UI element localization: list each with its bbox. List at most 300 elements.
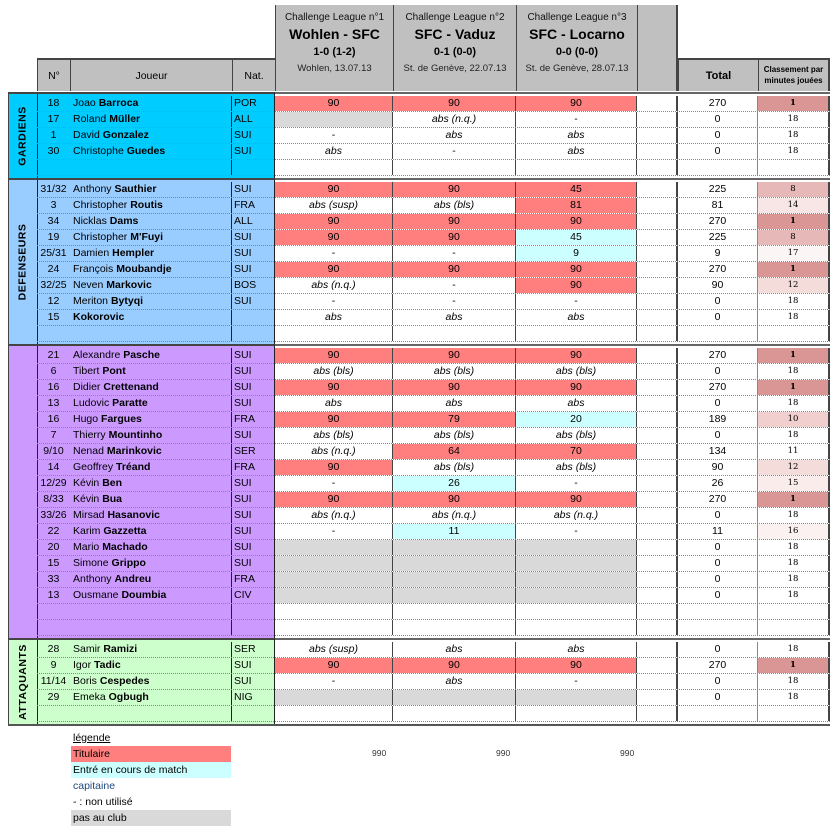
match-1-minutes: 90	[275, 96, 393, 111]
total-minutes: 11	[678, 524, 758, 539]
player-number: 33/26	[40, 509, 67, 521]
blank-column	[637, 182, 678, 197]
match-2-minutes: abs (bls)	[393, 198, 516, 213]
match-2-minutes: 79	[393, 412, 516, 427]
player-number: 7	[50, 429, 57, 441]
player-nationality: FRA	[232, 198, 275, 213]
table-row	[37, 144, 830, 160]
match-3-minutes: abs	[516, 396, 637, 411]
player-name	[70, 428, 232, 443]
table-row	[37, 556, 830, 572]
empty-cell	[758, 620, 830, 635]
total-minutes: 0	[678, 690, 758, 705]
table-row	[37, 380, 830, 396]
ranking-value: 17	[758, 246, 830, 261]
match-1-minutes: -	[275, 294, 393, 309]
player-name	[70, 476, 232, 491]
blank-column	[637, 674, 678, 689]
empty-cell	[758, 160, 830, 175]
player-number: 19	[47, 231, 60, 243]
table-row	[37, 540, 830, 556]
player-last-name: Gazzetta	[103, 525, 147, 537]
player-nationality: SUI	[232, 540, 275, 555]
match-1-minutes: abs (susp)	[275, 198, 393, 213]
empty-cell	[37, 620, 70, 635]
blank-column	[637, 524, 678, 539]
player-nationality: FRA	[232, 572, 275, 587]
player-nationality: SUI	[232, 556, 275, 571]
match-place-date: Wohlen, 13.07.13	[297, 63, 372, 74]
ranking-value: 18	[758, 508, 830, 523]
table-row	[37, 492, 830, 508]
empty-cell	[70, 620, 232, 635]
ranking-value: 18	[758, 112, 830, 127]
table-row	[37, 96, 830, 112]
empty-row	[37, 620, 830, 636]
player-name	[70, 214, 232, 229]
blank-column	[637, 540, 678, 555]
match-1-minutes	[275, 588, 393, 603]
match-1-minutes: -	[275, 128, 393, 143]
player-last-name: Andreu	[114, 573, 152, 585]
empty-cell	[637, 160, 678, 175]
match-2-minutes: 90	[393, 348, 516, 363]
player-number: 29	[47, 691, 60, 703]
player-first-name: Kévin	[73, 477, 100, 489]
player-last-name: Hasanovic	[107, 509, 160, 521]
total-minutes: 90	[678, 278, 758, 293]
match-3-minutes	[516, 540, 637, 555]
match-1-minutes: abs	[275, 144, 393, 159]
total-minutes: 90	[678, 460, 758, 475]
group-divider	[275, 344, 830, 346]
player-nationality: SUI	[232, 262, 275, 277]
match-total-minutes: 990	[372, 748, 387, 758]
player-last-name: Mountinho	[108, 429, 163, 441]
match-2-minutes: 90	[393, 96, 516, 111]
legend-item-titulaire: Titulaire	[71, 746, 231, 762]
group-divider	[275, 92, 830, 94]
player-last-name: Bytyqi	[110, 295, 144, 307]
empty-cell	[232, 620, 275, 635]
player-last-name: Dams	[109, 215, 139, 227]
total-minutes: 0	[678, 112, 758, 127]
match-place-date: St. de Genève, 28.07.13	[525, 63, 629, 74]
empty-cell	[393, 604, 516, 619]
player-number: 12	[47, 295, 60, 307]
group-label	[8, 640, 38, 724]
player-last-name: Moubandje	[116, 263, 172, 275]
match-1-minutes: -	[275, 674, 393, 689]
player-name	[70, 364, 232, 379]
total-minutes: 9	[678, 246, 758, 261]
match-2-minutes: abs (bls)	[393, 364, 516, 379]
match-2-minutes	[393, 690, 516, 705]
player-nationality: SUI	[232, 230, 275, 245]
match-1-minutes	[275, 540, 393, 555]
player-first-name: Igor	[73, 659, 92, 671]
player-number: 16	[47, 413, 60, 425]
match-3-minutes: 45	[516, 182, 637, 197]
match-score: 0-0 (0-0)	[555, 46, 599, 58]
ranking-value: 18	[758, 144, 830, 159]
match-3-minutes: abs (bls)	[516, 364, 637, 379]
empty-cell	[232, 604, 275, 619]
ranking-value: 18	[758, 294, 830, 309]
player-nationality	[232, 310, 275, 325]
legend-title: légende	[73, 732, 111, 744]
match-score: 0-1 (0-0)	[433, 46, 477, 58]
player-number: 25/31	[40, 247, 67, 259]
player-number: 15	[47, 311, 60, 323]
player-name	[70, 412, 232, 427]
match-3-minutes: 45	[516, 230, 637, 245]
total-minutes: 0	[678, 540, 758, 555]
player-name	[70, 460, 232, 475]
ranking-value: 18	[758, 572, 830, 587]
empty-row	[37, 326, 830, 342]
player-nationality: ALL	[232, 112, 275, 127]
ranking-value: 12	[758, 278, 830, 293]
match-1-minutes: abs (n.q.)	[275, 444, 393, 459]
group-label-text: ATTAQUANTS	[16, 644, 29, 720]
player-number: 31/32	[40, 183, 67, 195]
match-2-minutes: -	[393, 294, 516, 309]
match-1-minutes: -	[275, 246, 393, 261]
empty-cell	[637, 620, 678, 635]
match-2-minutes: 90	[393, 262, 516, 277]
player-last-name: Markovic	[106, 279, 152, 291]
ranking-value: 1	[758, 348, 830, 363]
ranking-value: 18	[758, 690, 830, 705]
match-2-minutes: abs (bls)	[393, 460, 516, 475]
player-number: 30	[47, 145, 60, 157]
total-minutes: 0	[678, 294, 758, 309]
match-1-minutes: 90	[275, 380, 393, 395]
match-3-minutes	[516, 556, 637, 571]
player-name	[70, 182, 232, 197]
player-last-name: Grippo	[111, 557, 146, 569]
empty-cell	[37, 706, 70, 721]
blank-column	[637, 144, 678, 159]
player-first-name: Geoffrey	[73, 461, 114, 473]
player-name	[70, 588, 232, 603]
player-name	[70, 310, 232, 325]
match-competition: Challenge League n°2	[405, 12, 505, 23]
legend-item-remplacant: Entré en cours de match	[71, 762, 231, 778]
match-2-minutes	[393, 540, 516, 555]
ranking-value: 1	[758, 262, 830, 277]
ranking-value: 12	[758, 460, 830, 475]
empty-cell	[516, 620, 637, 635]
total-minutes: 0	[678, 642, 758, 657]
empty-cell	[758, 706, 830, 721]
match-1-minutes: abs (susp)	[275, 642, 393, 657]
match-1-minutes: 90	[275, 262, 393, 277]
empty-cell	[393, 706, 516, 721]
player-nationality: SER	[232, 444, 275, 459]
total-minutes: 270	[678, 96, 758, 111]
total-minutes: 0	[678, 508, 758, 523]
player-nationality: SUI	[232, 294, 275, 309]
player-first-name: Thierry	[73, 429, 106, 441]
ranking-value: 18	[758, 642, 830, 657]
empty-cell	[678, 160, 758, 175]
player-last-name: Paratte	[112, 397, 148, 409]
player-number: 13	[47, 589, 60, 601]
match-1-minutes: 90	[275, 492, 393, 507]
player-number: 18	[47, 97, 60, 109]
player-first-name: Ludovic	[73, 397, 110, 409]
total-minutes: 0	[678, 144, 758, 159]
player-name	[70, 380, 232, 395]
blank-column	[637, 588, 678, 603]
ranking-value: 1	[758, 380, 830, 395]
match-header-3	[516, 5, 637, 91]
match-3-minutes: 90	[516, 214, 637, 229]
total-minutes: 225	[678, 230, 758, 245]
empty-cell	[232, 160, 275, 175]
empty-cell	[37, 160, 70, 175]
match-1-minutes: -	[275, 476, 393, 491]
blank-column	[637, 96, 678, 111]
match-header-blank	[637, 5, 678, 91]
match-3-minutes	[516, 690, 637, 705]
match-3-minutes: -	[516, 524, 637, 539]
ranking-value: 8	[758, 230, 830, 245]
player-first-name: Christopher	[73, 231, 128, 243]
empty-cell	[516, 326, 637, 341]
ranking-value: 18	[758, 674, 830, 689]
match-2-minutes: 64	[393, 444, 516, 459]
total-minutes: 0	[678, 310, 758, 325]
player-nationality: ALL	[232, 214, 275, 229]
empty-cell	[70, 604, 232, 619]
match-3-minutes: 90	[516, 278, 637, 293]
empty-cell	[70, 706, 232, 721]
player-name	[70, 144, 232, 159]
player-first-name: Nenad	[73, 445, 104, 457]
total-minutes: 26	[678, 476, 758, 491]
table-bottom-border	[8, 724, 830, 726]
group-label	[8, 94, 38, 178]
player-nationality: SUI	[232, 524, 275, 539]
blank-column	[637, 112, 678, 127]
empty-cell	[516, 706, 637, 721]
player-nationality: SUI	[232, 364, 275, 379]
blank-column	[637, 380, 678, 395]
match-2-minutes: 90	[393, 380, 516, 395]
player-nationality: SUI	[232, 658, 275, 673]
player-number: 28	[47, 643, 60, 655]
player-name	[70, 112, 232, 127]
match-2-minutes: -	[393, 144, 516, 159]
group-label	[8, 180, 38, 344]
match-2-minutes: abs (bls)	[393, 428, 516, 443]
total-minutes: 270	[678, 492, 758, 507]
group-label-text: DEFENSEURS	[16, 223, 29, 301]
total-minutes: 270	[678, 214, 758, 229]
blank-column	[637, 492, 678, 507]
player-last-name: M'Fuyi	[130, 231, 164, 243]
match-total-minutes: 990	[496, 748, 511, 758]
ranking-value: 18	[758, 396, 830, 411]
ranking-value: 10	[758, 412, 830, 427]
player-last-name: Marinkovic	[106, 445, 162, 457]
player-first-name: Simone	[73, 557, 109, 569]
total-minutes: 270	[678, 262, 758, 277]
empty-cell	[232, 706, 275, 721]
player-number: 9	[50, 659, 57, 671]
player-first-name: Christopher	[73, 199, 128, 211]
empty-cell	[758, 326, 830, 341]
table-row	[37, 642, 830, 658]
player-last-name: Müller	[109, 113, 141, 125]
player-number: 33	[47, 573, 60, 585]
player-last-name: Gonzalez	[102, 129, 149, 141]
match-3-minutes: abs	[516, 642, 637, 657]
match-3-minutes: 20	[516, 412, 637, 427]
ranking-value: 1	[758, 658, 830, 673]
match-2-minutes: 90	[393, 658, 516, 673]
total-minutes: 0	[678, 128, 758, 143]
player-nationality: SUI	[232, 128, 275, 143]
player-name	[70, 262, 232, 277]
player-name	[70, 642, 232, 657]
player-nationality: SER	[232, 642, 275, 657]
match-competition: Challenge League n°3	[527, 12, 627, 23]
player-first-name: Meriton	[73, 295, 109, 307]
player-nationality: FRA	[232, 412, 275, 427]
group-label	[8, 346, 38, 638]
player-last-name: Ogbugh	[108, 691, 149, 703]
player-number: 32/25	[40, 279, 67, 291]
player-name	[70, 556, 232, 571]
player-first-name: David	[73, 129, 100, 141]
legend-item-capitaine: capitaine	[73, 780, 116, 792]
blank-column	[637, 508, 678, 523]
player-name	[70, 348, 232, 363]
player-name	[70, 444, 232, 459]
player-name	[70, 278, 232, 293]
ranking-value: 18	[758, 540, 830, 555]
blank-column	[637, 262, 678, 277]
table-row	[37, 428, 830, 444]
player-first-name: Christophe	[73, 145, 124, 157]
table-row	[37, 658, 830, 674]
match-1-minutes	[275, 556, 393, 571]
table-row	[37, 348, 830, 364]
player-number: 3	[50, 199, 57, 211]
blank-column	[637, 278, 678, 293]
player-first-name: Samir	[73, 643, 101, 655]
match-1-minutes: 90	[275, 230, 393, 245]
match-score: 1-0 (1-2)	[313, 46, 356, 58]
match-2-minutes	[393, 572, 516, 587]
player-name	[70, 230, 232, 245]
player-nationality: BOS	[232, 278, 275, 293]
match-1-minutes: 90	[275, 460, 393, 475]
player-last-name: Doumbia	[121, 589, 167, 601]
total-minutes: 81	[678, 198, 758, 213]
match-1-minutes: 90	[275, 412, 393, 427]
player-number: 8/33	[43, 493, 64, 505]
table-row	[37, 508, 830, 524]
player-last-name: Pasche	[123, 349, 160, 361]
match-1-minutes: abs	[275, 310, 393, 325]
player-first-name: François	[73, 263, 114, 275]
match-2-minutes: -	[393, 278, 516, 293]
table-row	[37, 294, 830, 310]
table-row	[37, 460, 830, 476]
table-row	[37, 476, 830, 492]
match-3-minutes: 90	[516, 348, 637, 363]
player-last-name: Fargues	[101, 413, 142, 425]
total-minutes: 0	[678, 588, 758, 603]
blank-column	[637, 412, 678, 427]
empty-cell	[393, 160, 516, 175]
total-minutes: 270	[678, 348, 758, 363]
player-number: 34	[47, 215, 60, 227]
player-nationality: SUI	[232, 508, 275, 523]
player-name	[70, 294, 232, 309]
player-first-name: Mario	[73, 541, 100, 553]
blank-column	[637, 690, 678, 705]
player-nationality: SUI	[232, 476, 275, 491]
player-name	[70, 690, 232, 705]
match-2-minutes: 26	[393, 476, 516, 491]
match-1-minutes: abs	[275, 396, 393, 411]
match-header-1	[275, 5, 393, 91]
blank-column	[637, 476, 678, 491]
ranking-value: 1	[758, 214, 830, 229]
player-first-name: Alexandre	[73, 349, 121, 361]
blank-column	[637, 214, 678, 229]
player-first-name: Mirsad	[73, 509, 105, 521]
legend-item-plain: - : non utilisé	[73, 796, 133, 808]
player-name	[70, 540, 232, 555]
match-header-2	[393, 5, 516, 91]
ranking-value: 16	[758, 524, 830, 539]
player-last-name: Tréand	[116, 461, 151, 473]
player-number: 20	[47, 541, 60, 553]
empty-cell	[516, 604, 637, 619]
player-first-name: Didier	[73, 381, 101, 393]
player-first-name: Kévin	[73, 493, 100, 505]
player-name	[70, 96, 232, 111]
match-teams: Wohlen - SFC	[289, 26, 380, 42]
match-1-minutes: 90	[275, 658, 393, 673]
total-minutes: 0	[678, 364, 758, 379]
empty-cell	[678, 706, 758, 721]
player-first-name: Anthony	[73, 183, 112, 195]
blank-column	[637, 246, 678, 261]
column-header-ranking: Classement par minutes jouées	[758, 58, 830, 91]
match-3-minutes: 90	[516, 492, 637, 507]
total-minutes: 0	[678, 396, 758, 411]
table-row	[37, 262, 830, 278]
match-1-minutes: 90	[275, 214, 393, 229]
player-nationality: SUI	[232, 182, 275, 197]
match-2-minutes: 90	[393, 214, 516, 229]
player-name	[70, 492, 232, 507]
player-first-name: Hugo	[73, 413, 99, 425]
match-2-minutes: abs	[393, 396, 516, 411]
match-2-minutes: abs (n.q.)	[393, 508, 516, 523]
total-minutes: 0	[678, 556, 758, 571]
player-number: 16	[47, 381, 60, 393]
table-row	[37, 444, 830, 460]
